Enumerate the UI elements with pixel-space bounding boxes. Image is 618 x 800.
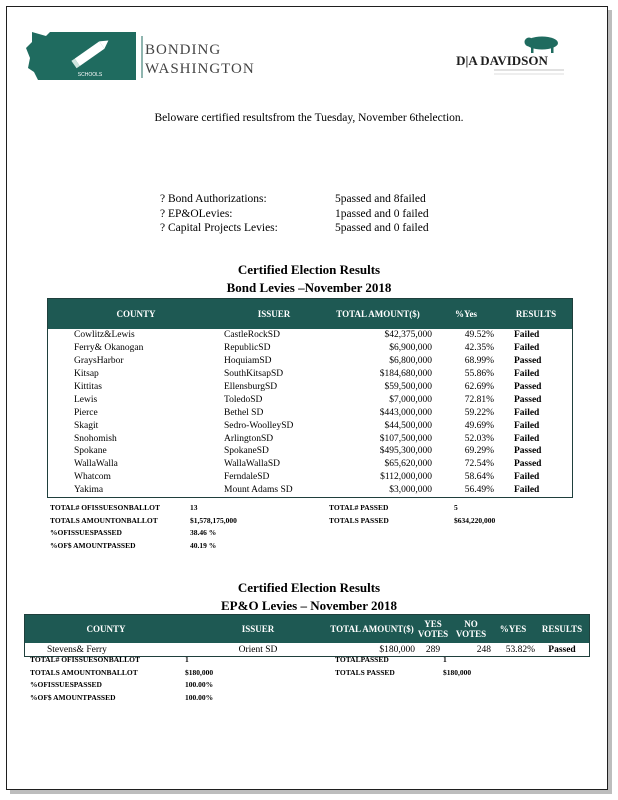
logo-brand: D|A DAVIDSON <box>456 53 548 68</box>
col-amount: TOTAL AMOUNT($) <box>336 309 420 319</box>
col-amount: TOTAL AMOUNT($) <box>330 624 414 634</box>
cell-pct: 42.35% <box>464 343 494 354</box>
cell-result: Failed <box>514 343 540 354</box>
cell-pct: 53.82% <box>505 644 535 655</box>
cell-pct: 58.64% <box>464 472 494 483</box>
table-row <box>48 329 572 342</box>
cell-county: Skagit <box>74 420 99 431</box>
cell-pct: 68.99% <box>464 356 494 367</box>
cell-result: Passed <box>514 382 542 392</box>
table-header <box>48 299 572 329</box>
col-results: RESULTS <box>515 309 557 319</box>
cell-amount: $7,000,000 <box>389 394 432 405</box>
table-row <box>48 406 572 419</box>
table-row <box>48 445 572 458</box>
cell-county: GraysHarbor <box>74 356 124 367</box>
epo-title: Certified Election Results <box>237 580 381 595</box>
cell-yes-votes: 289 <box>425 644 441 655</box>
cell-amount: $44,500,000 <box>384 420 432 431</box>
table-row <box>48 471 572 484</box>
table-row <box>48 432 572 445</box>
cell-issuer: Sedro-WoolleySD <box>224 420 294 431</box>
cell-issuer: HoquiamSD <box>224 356 272 367</box>
cell-result: Passed <box>514 459 542 470</box>
epo-table <box>24 614 590 657</box>
cell-county: Pierce <box>74 407 98 418</box>
summary-row: ? EP&OLevies: 1passed and 0 failed <box>160 207 429 220</box>
cell-county: Cowlitz&Lewis <box>74 330 135 341</box>
cell-county: Yakima <box>74 485 104 496</box>
logo-wordmark <box>145 41 255 79</box>
cell-no-votes: 248 <box>476 644 491 655</box>
cell-county: Spokane <box>74 446 107 457</box>
logo-line-2: WASHINGTON <box>145 61 255 77</box>
cell-amount: $3,000,000 <box>389 485 432 496</box>
cell-issuer: SpokaneSD <box>224 446 269 457</box>
cell-pct: 56.49% <box>464 485 494 496</box>
cell-pct: 55.86% <box>464 369 494 380</box>
table-row <box>48 458 572 471</box>
epo-totals-right: TOTALPASSED 1 TOTALS PASSED $180,000 <box>335 655 472 677</box>
cell-county: Snohomish <box>74 433 117 444</box>
cell-issuer: CastleRockSD <box>224 330 280 341</box>
cell-county: Kittitas <box>74 382 102 392</box>
bond-totals-left: TOTAL# OFISSUESONBALLOT 13 TOTALS AMOUNTONBALLOT $1,578,175,000 %OFISSUESPASSED 38.46 % %OF$ AMOUNTPASSED 40.19 % <box>50 503 237 550</box>
cell-amount: $6,800,000 <box>389 356 432 367</box>
logo-subtext: SCHOOLS <box>77 72 103 78</box>
cell-result: Failed <box>514 433 540 444</box>
col-yes-votes: YES VOTES <box>417 619 449 639</box>
cell-amount: $184,680,000 <box>379 369 432 380</box>
results-summary <box>160 192 429 236</box>
cell-issuer: WallaWallaSD <box>224 459 280 470</box>
cell-pct: 59.22% <box>464 407 494 418</box>
epo-totals-left: TOTAL# OFISSUESONBALLOT 1 TOTALS AMOUNTONBALLOT $180,000 %OFISSUESPASSED 100.00% %OF$ AMOUNTPASSED 100.00% <box>30 655 214 702</box>
bond-subtitle: Bond Levies –November 2018 <box>226 280 392 295</box>
col-county: COUNTY <box>116 309 156 319</box>
col-no-votes: NO VOTES <box>455 619 487 639</box>
cell-result: Failed <box>514 330 540 341</box>
table-row <box>48 355 572 368</box>
table-row <box>48 419 572 432</box>
col-county: COUNTY <box>86 624 126 634</box>
cell-result: Failed <box>514 407 540 418</box>
bison-icon <box>525 37 559 54</box>
cell-amount: $42,375,000 <box>384 330 432 341</box>
cell-issuer: ArlingtonSD <box>224 433 274 444</box>
table-row <box>48 484 572 497</box>
table-row <box>48 368 572 381</box>
cell-result: Passed <box>514 394 542 405</box>
cell-amount: $495,300,000 <box>379 446 432 457</box>
col-results: RESULTS <box>541 624 583 634</box>
col-issuer: ISSUER <box>241 624 275 634</box>
table-row <box>48 381 572 394</box>
cell-result: Passed <box>514 446 542 457</box>
cell-amount: $112,000,000 <box>380 472 432 483</box>
davidson-logo <box>430 34 580 84</box>
cell-result: Failed <box>514 485 540 496</box>
cell-issuer: Orient SD <box>238 644 278 655</box>
intro-text: Beloware certified resultsfrom the Tuesday, November 6thelection. <box>154 112 464 124</box>
cell-issuer: Bethel SD <box>224 407 264 418</box>
summary-row: ? Capital Projects Levies: 5passed and 0 failed <box>160 222 429 234</box>
cell-pct: 49.69% <box>464 420 494 431</box>
cell-result: Passed <box>548 644 576 655</box>
col-pct: %Yes <box>455 309 477 319</box>
cell-pct: 52.03% <box>464 433 494 444</box>
cell-result: Failed <box>514 420 540 431</box>
bond-table <box>47 298 573 498</box>
cell-issuer: Mount Adams SD <box>224 485 293 496</box>
cell-amount: $180,000 <box>379 644 415 655</box>
cell-result: Passed <box>514 356 542 367</box>
cell-pct: 49.52% <box>464 330 494 341</box>
cell-issuer: EllensburgSD <box>224 382 278 392</box>
logo-line-1: BONDING <box>145 42 222 58</box>
cell-county: WallaWalla <box>74 459 118 470</box>
epo-subtitle: EP&O Levies – November 2018 <box>221 598 397 613</box>
cell-issuer: ToledoSD <box>224 394 263 405</box>
cell-pct: 72.54% <box>464 459 494 470</box>
bond-title: Certified Election Results <box>237 262 381 277</box>
bond-totals-right: TOTAL# PASSED 5 TOTALS PASSED $634,220,000 <box>329 503 496 525</box>
cell-result: Failed <box>514 369 540 380</box>
cell-county: Stevens& Ferry <box>47 644 107 655</box>
cell-issuer: RepublicSD <box>224 343 271 354</box>
cell-amount: $6,900,000 <box>389 343 432 354</box>
cell-result: Failed <box>514 472 540 483</box>
cell-pct: 72.81% <box>464 394 494 405</box>
cell-issuer: FerndaleSD <box>224 472 270 483</box>
table-row <box>48 342 572 355</box>
cell-county: Kitsap <box>74 369 99 380</box>
summary-row: ? Bond Authorizations: 5passed and 8failed <box>160 193 426 205</box>
col-pct: %YES <box>499 624 527 634</box>
cell-pct: 69.29% <box>464 446 494 457</box>
cell-amount: $443,000,000 <box>379 407 432 418</box>
table-header <box>25 615 589 643</box>
cell-amount: $65,620,000 <box>384 459 432 470</box>
cell-pct: 62.69% <box>464 382 494 392</box>
col-issuer: ISSUER <box>257 309 291 319</box>
cell-amount: $59,500,000 <box>384 382 432 392</box>
cell-issuer: SouthKitsapSD <box>224 369 284 380</box>
cell-county: Whatcom <box>74 472 111 483</box>
cell-amount: $107,500,000 <box>379 433 432 444</box>
cell-county: Ferry& Okanogan <box>74 343 144 354</box>
cell-county: Lewis <box>74 394 98 405</box>
table-row <box>48 393 572 406</box>
